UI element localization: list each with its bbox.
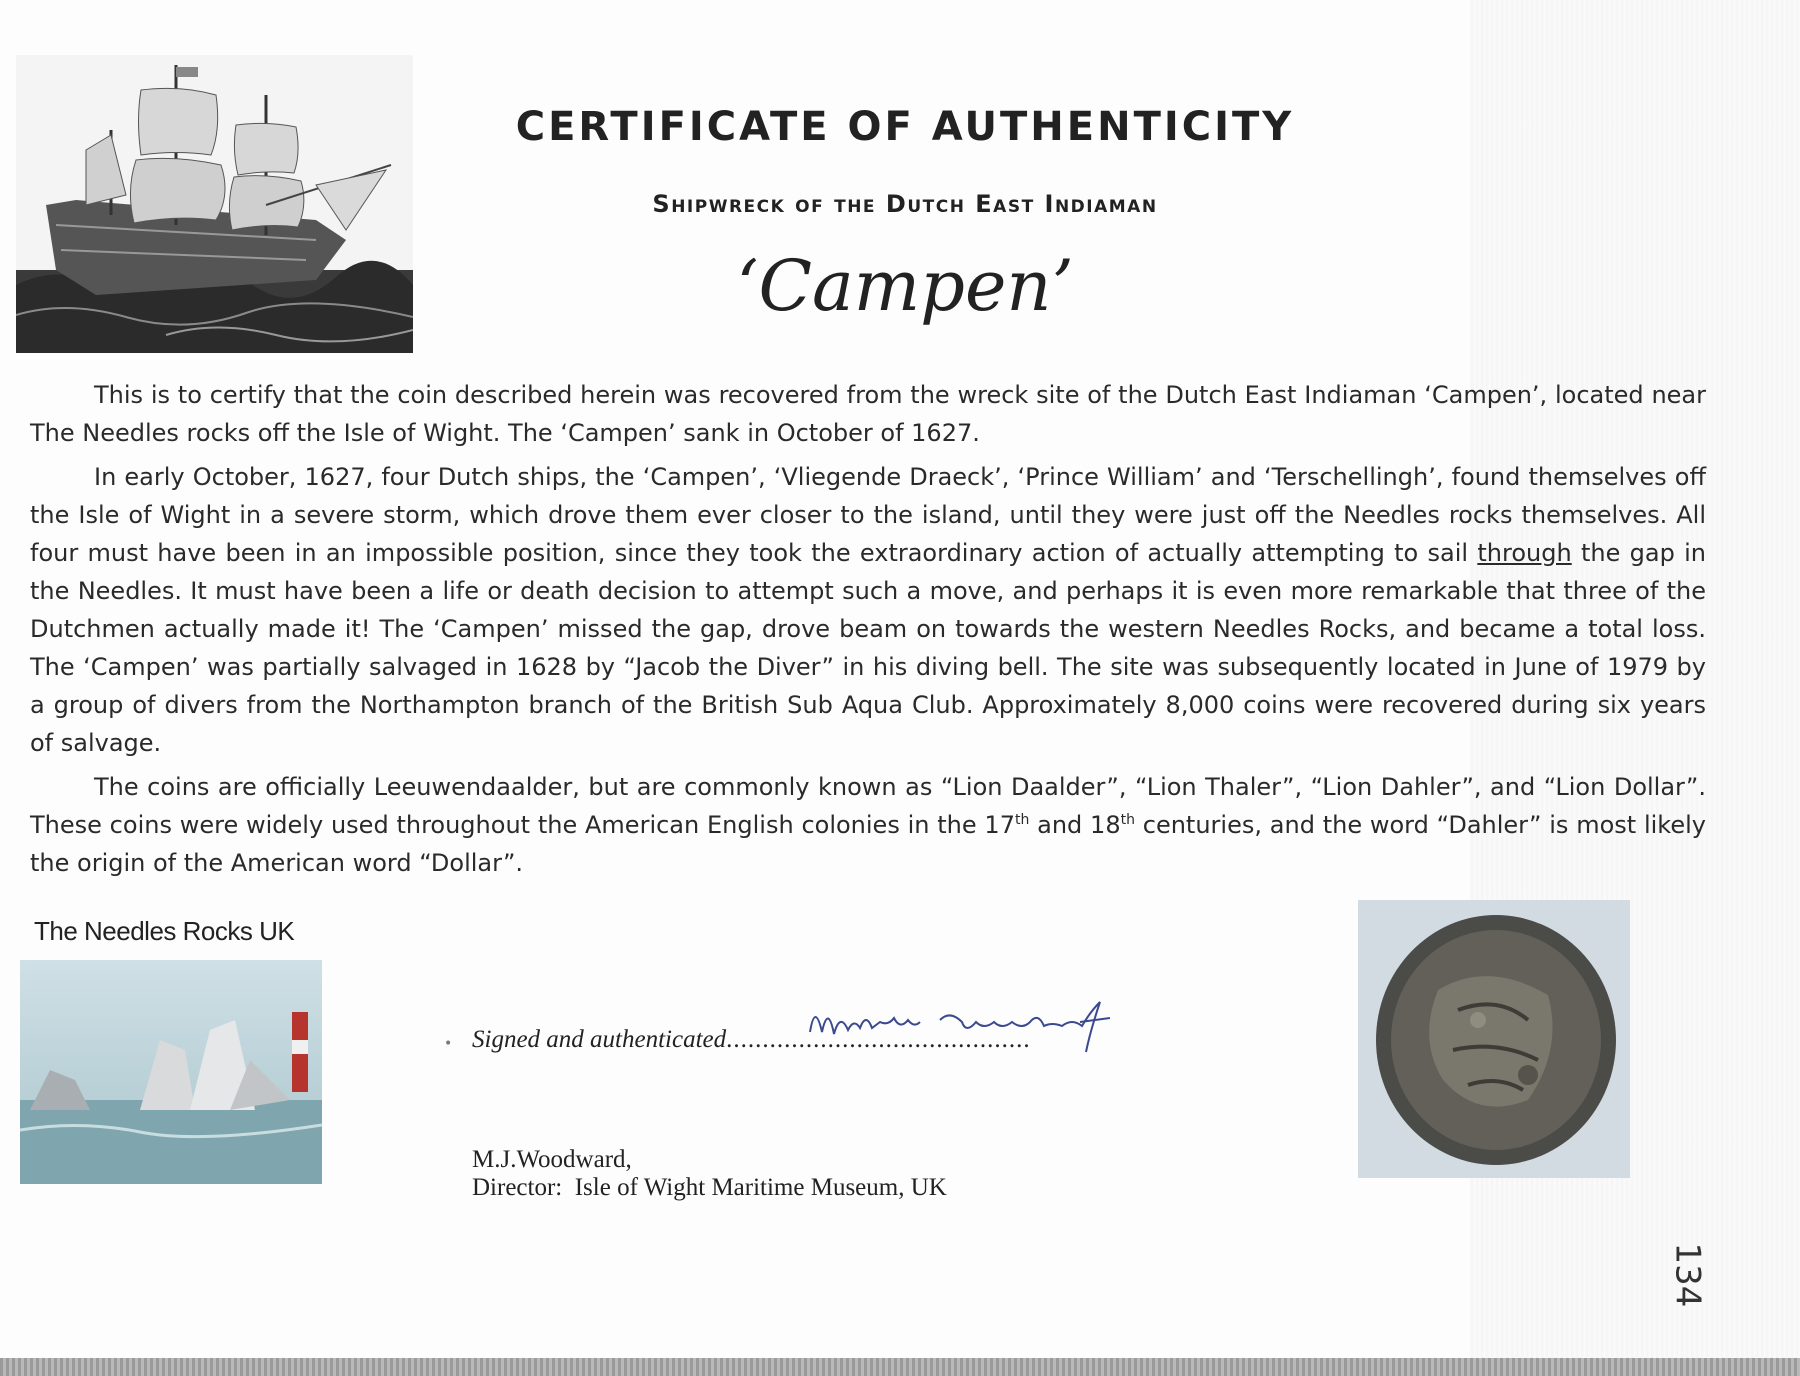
- certificate-subtitle: Shipwreck of the Dutch East Indiaman: [652, 190, 1158, 218]
- coins-text-part: centuries, and the word “Dahler” is most likely the origin of the American word “Dollar”.: [30, 811, 1706, 877]
- lion-daalder-coin-photo: [1358, 900, 1630, 1178]
- signature-dots: ..........................................: [726, 1026, 1031, 1053]
- certificate-title: CERTIFICATE OF AUTHENTICITY: [515, 104, 1295, 150]
- signer-role: Director: Isle of Wight Maritime Museum, UK: [472, 1174, 947, 1201]
- needles-photo-caption: The Needles Rocks UK: [34, 916, 295, 946]
- history-text-part: the gap in the Needles. It must have been a life or death decision to attempt such a move, and perhaps it is even more remarkable that three of the Dutchmen actually made it! The ‘Campen’ missed the gap, drove beam on towards the western Needles Rocks, and became a total loss. The ‘Campen’ was partially salvaged in 1628 by “Jacob the Diver” in his diving bell. The site was subsequently located in June of 1979 by a group of divers from the Northampton branch of the British Sub Aqua Club. Approximately 8,000 coins were recovered during six years of salvage.: [30, 539, 1707, 757]
- history-text-part: In early October, 1627, four Dutch ships, the ‘Campen’, ‘Vliegende Draeck’, ‘Prince William’ and ‘Terschellingh’, found themselves off the Isle of Wight in a severe storm, which drove them ever closer to the island, until they were just off the Needles rocks themselves. All four must have been in an impossible position, since they took the extraordinary action of actually attempting to sail: [30, 463, 1706, 567]
- coins-text-part: and 18: [1029, 811, 1121, 839]
- scan-bottom-edge: [0, 1358, 1800, 1376]
- handwritten-page-number: 134: [1667, 1242, 1708, 1308]
- paragraph-history: [30, 458, 1706, 762]
- needles-rocks-photo: [20, 960, 322, 1184]
- underlined-word: through: [1477, 539, 1572, 567]
- signature-label: Signed and authenticated: [472, 1026, 727, 1053]
- ordinal-suffix: th: [1014, 812, 1030, 828]
- signer-name: M.J.Woodward,: [472, 1146, 632, 1173]
- ship-engraving-image: [16, 55, 413, 353]
- handwritten-signature: [790, 982, 1170, 1062]
- paragraph-coins: [30, 768, 1706, 882]
- coins-text-part: The coins are officially Leeuwendaalder, but are commonly known as “Lion Daalder”, “Lion Thaler”, “Lion Dahler”, and “Lion Dollar”. These coins were widely used throughout the American English colonies in the 17: [30, 773, 1706, 839]
- certificate-body: [30, 376, 1706, 888]
- ordinal-suffix: th: [1120, 812, 1135, 828]
- bullet-mark: •: [444, 1036, 453, 1052]
- paragraph-certification: This is to certify that the coin described herein was recovered from the wreck site of the Dutch East Indiaman ‘Campen’, located near The Needles rocks off the Isle of Wight. The ‘Campen’ sank in October of 1627.: [30, 381, 1706, 447]
- ship-name-heading: ‘Campen’: [736, 245, 1074, 327]
